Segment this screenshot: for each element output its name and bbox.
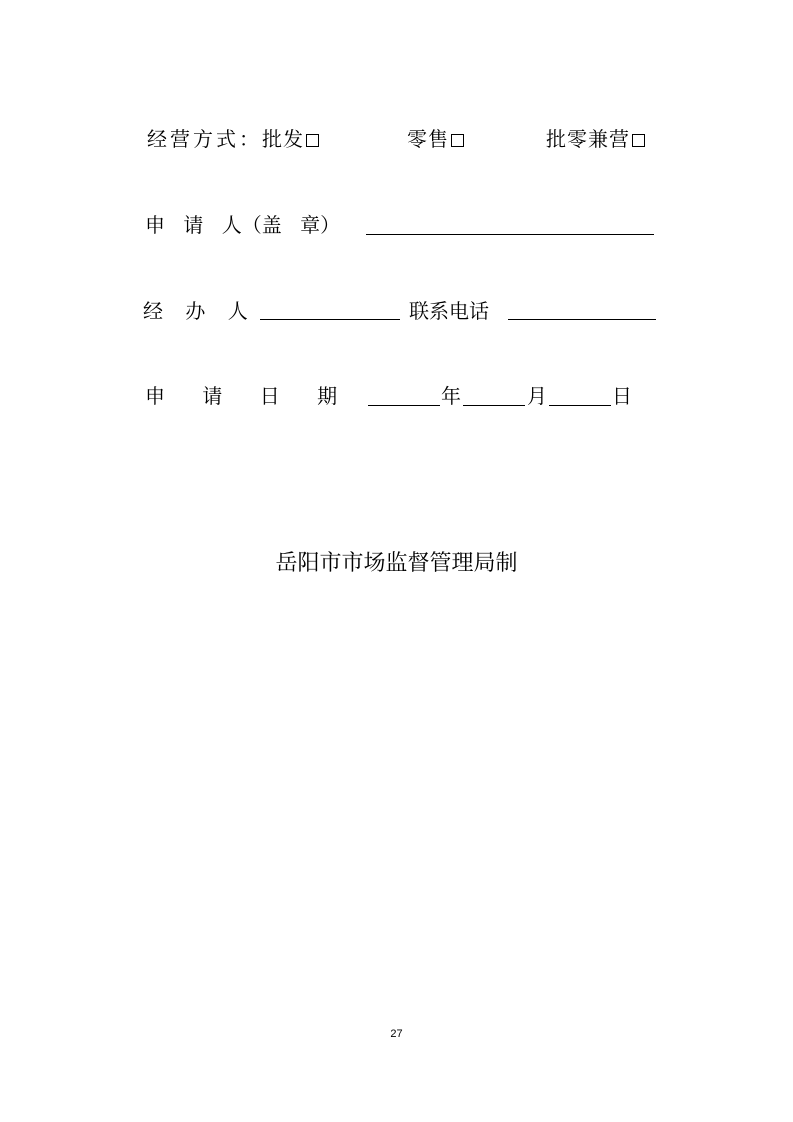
checkbox-wholesale[interactable] bbox=[306, 134, 319, 147]
month-suffix bbox=[527, 384, 547, 408]
phone-label-text: 联系电话 bbox=[409, 299, 489, 323]
operation-mode-row bbox=[147, 127, 262, 151]
option-wholesale-retail[interactable] bbox=[546, 127, 645, 151]
handler-name-field[interactable] bbox=[260, 319, 400, 320]
option-wholesale-label: 批发 bbox=[262, 127, 304, 151]
page-number: 27 bbox=[390, 1028, 403, 1040]
month-field[interactable] bbox=[463, 405, 525, 406]
option-retail-label: 零售 bbox=[407, 127, 449, 151]
year-suffix-text: 年 bbox=[441, 384, 461, 408]
year-suffix bbox=[441, 384, 461, 408]
apply-date-label bbox=[145, 384, 337, 408]
handler-label-text: 经 办 人 bbox=[143, 299, 248, 323]
checkbox-retail[interactable] bbox=[451, 134, 464, 147]
day-suffix bbox=[612, 384, 632, 408]
issuer-text: 岳阳市市场监督管理局制 bbox=[275, 551, 518, 576]
option-wholesale-retail-label: 批零兼营 bbox=[546, 127, 630, 151]
handler-label bbox=[143, 299, 248, 323]
month-suffix-text: 月 bbox=[527, 384, 547, 408]
applicant-signature-field[interactable] bbox=[366, 234, 654, 235]
phone-field[interactable] bbox=[508, 319, 656, 320]
phone-label bbox=[409, 299, 489, 323]
applicant-label-text: 申 请 人（盖 章） bbox=[145, 213, 341, 237]
year-field[interactable] bbox=[368, 405, 440, 406]
day-field[interactable] bbox=[549, 405, 611, 406]
applicant-label bbox=[145, 213, 340, 237]
checkbox-wholesale-retail[interactable] bbox=[632, 134, 645, 147]
apply-date-label-text: 申 请 日 期 bbox=[145, 384, 338, 408]
day-suffix-text: 日 bbox=[612, 384, 632, 408]
operation-mode-label: 经营方式： bbox=[147, 127, 262, 151]
option-retail[interactable] bbox=[407, 127, 464, 151]
option-wholesale[interactable] bbox=[262, 127, 319, 151]
